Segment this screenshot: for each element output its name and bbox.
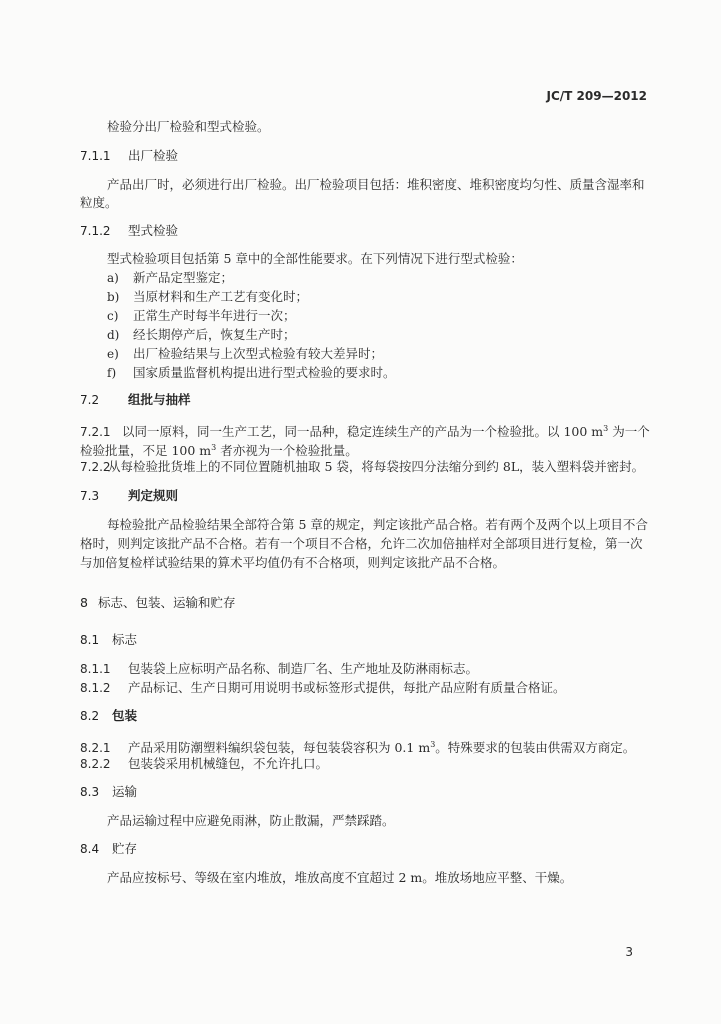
section-7-1-1-heading (80, 147, 178, 165)
standard-code: JC/T 209—2012 (546, 89, 647, 103)
list-item-label: c) (107, 309, 119, 323)
section-number: 8.3 (80, 785, 100, 799)
clause-text: 产品采用防潮塑料编织袋包装，每包装袋容积为 0.1 m (128, 740, 431, 756)
clause-text: 检验批量，不足 100 m (80, 443, 212, 459)
list-item-text: 新产品定型鉴定； (133, 270, 234, 285)
clause-text: 从每检验批货堆上的不同位置随机抽取 5 袋，将每袋按四分法缩分到约 8L，装入塑料袋并密封。 (108, 459, 645, 474)
clause-number: 8.1.1 (80, 662, 111, 676)
clause-8-2-1 (80, 736, 635, 757)
section-title: 贮存 (112, 841, 138, 856)
list-item-text: 经长期停产后，恢复生产时； (133, 327, 296, 342)
clause-text: 以同一原料，同一生产工艺，同一品种，稳定连续生产的产品为一个检验批。以 100 m (122, 424, 604, 440)
section-number: 8.1 (80, 633, 100, 647)
section-number: 8.2 (80, 709, 100, 723)
list-item (107, 345, 383, 363)
clause-7-2-1-line2 (80, 439, 358, 460)
section-8-1-heading (80, 631, 137, 649)
clause-text-end: 为一个 (608, 424, 650, 440)
list-item-text: 正常生产时每半年进行一次； (133, 308, 296, 323)
section-number: 7.1.1 (80, 149, 111, 163)
section-8-4-body: 产品应按标号、等级在室内堆放，堆放高度不宜超过 2 m。堆放场地应平整、干燥。 (107, 870, 573, 885)
list-item-label: d) (107, 328, 120, 342)
section-7-3-line3: 与加倍复检样试验结果的算术平均值仍有不合格项，则判定该批产品不合格。 (80, 555, 506, 570)
section-title: 标志 (112, 632, 138, 647)
clause-number: 8.1.2 (80, 681, 111, 695)
section-title: 型式检验 (128, 223, 179, 238)
list-item-label: f) (107, 366, 117, 380)
section-number: 7.2 (80, 393, 100, 407)
chapter-8-heading (80, 594, 236, 612)
superscript: 3 (603, 424, 609, 433)
clause-8-1-1 (80, 660, 478, 678)
section-title: 判定规则 (128, 488, 179, 503)
list-item-text: 当原材料和生产工艺有变化时； (133, 289, 309, 304)
clause-number: 8.2.1 (80, 741, 111, 756)
list-item (107, 307, 296, 325)
clause-text-end: 。特殊要求的包装由供需双方商定。 (435, 740, 636, 756)
clause-7-2-1-line1 (80, 420, 650, 441)
superscript: 3 (430, 740, 436, 749)
intro-paragraph: 检验分出厂检验和型式检验。 (107, 119, 270, 134)
section-number: 7.3 (80, 489, 100, 503)
section-8-3-heading (80, 783, 137, 801)
section-7-3-heading (80, 487, 178, 505)
clause-number: 7.2.2 (80, 460, 111, 474)
section-8-2-heading (80, 707, 137, 725)
list-item (107, 288, 308, 306)
list-item-text: 国家质量监督机构提出进行型式检验的要求时。 (133, 365, 396, 380)
section-7-1-2-heading (80, 222, 178, 240)
list-item-label: b) (107, 290, 120, 304)
clause-number: 7.2.1 (80, 425, 111, 440)
section-number: 8.4 (80, 842, 100, 856)
section-title: 包装 (112, 708, 138, 723)
section-number: 7.1.2 (80, 224, 111, 238)
chapter-number: 8 (80, 595, 88, 610)
clause-text: 包装袋上应标明产品名称、制造厂名、生产地址及防淋雨标志。 (128, 661, 479, 676)
section-title: 运输 (112, 784, 138, 799)
section-7-2-heading (80, 391, 191, 409)
list-item (107, 326, 296, 344)
clause-7-2-2 (80, 458, 644, 476)
section-8-4-heading (80, 840, 137, 858)
clause-8-1-2 (80, 679, 566, 697)
section-7-3-line2: 格时，则判定该批产品不合格。若有一个项目不合格，允许二次加倍抽样对全部项目进行复检，第一次 (80, 536, 643, 551)
clause-number: 8.2.2 (80, 757, 111, 771)
section-7-3-line1: 每检验批产品检验结果全部符合第 5 章的规定，判定该批产品合格。若有两个及两个以上项目不合 (107, 517, 648, 532)
list-item-label: a) (107, 271, 119, 285)
superscript: 3 (211, 443, 217, 452)
clause-text-end: 者亦视为一个检验批量。 (216, 443, 358, 459)
section-title: 出厂检验 (128, 148, 179, 163)
clause-text: 产品标记、生产日期可用说明书或标签形式提供，每批产品应附有质量合格证。 (128, 680, 566, 695)
section-7-1-1-body-line2: 粒度。 (80, 195, 118, 210)
section-8-3-body: 产品运输过程中应避免雨淋，防止散漏，严禁踩踏。 (107, 813, 395, 828)
list-item-label: e) (107, 347, 119, 361)
clause-text: 包装袋采用机械缝包，不允许扎口。 (128, 756, 329, 771)
page-number: 3 (625, 945, 633, 959)
section-7-1-1-body-line1: 产品出厂时，必须进行出厂检验。出厂检验项目包括：堆积密度、堆积密度均匀性、质量含湿率和 (107, 177, 645, 192)
section-7-1-2-body: 型式检验项目包括第 5 章中的全部性能要求。在下列情况下进行型式检验： (107, 251, 523, 266)
clause-8-2-2 (80, 755, 328, 773)
list-item-text: 出厂检验结果与上次型式检验有较大差异时； (133, 346, 384, 361)
list-item (107, 269, 233, 287)
chapter-title: 标志、包装、运输和贮存 (98, 595, 236, 610)
list-item (107, 364, 396, 382)
section-title: 组批与抽样 (128, 392, 191, 407)
